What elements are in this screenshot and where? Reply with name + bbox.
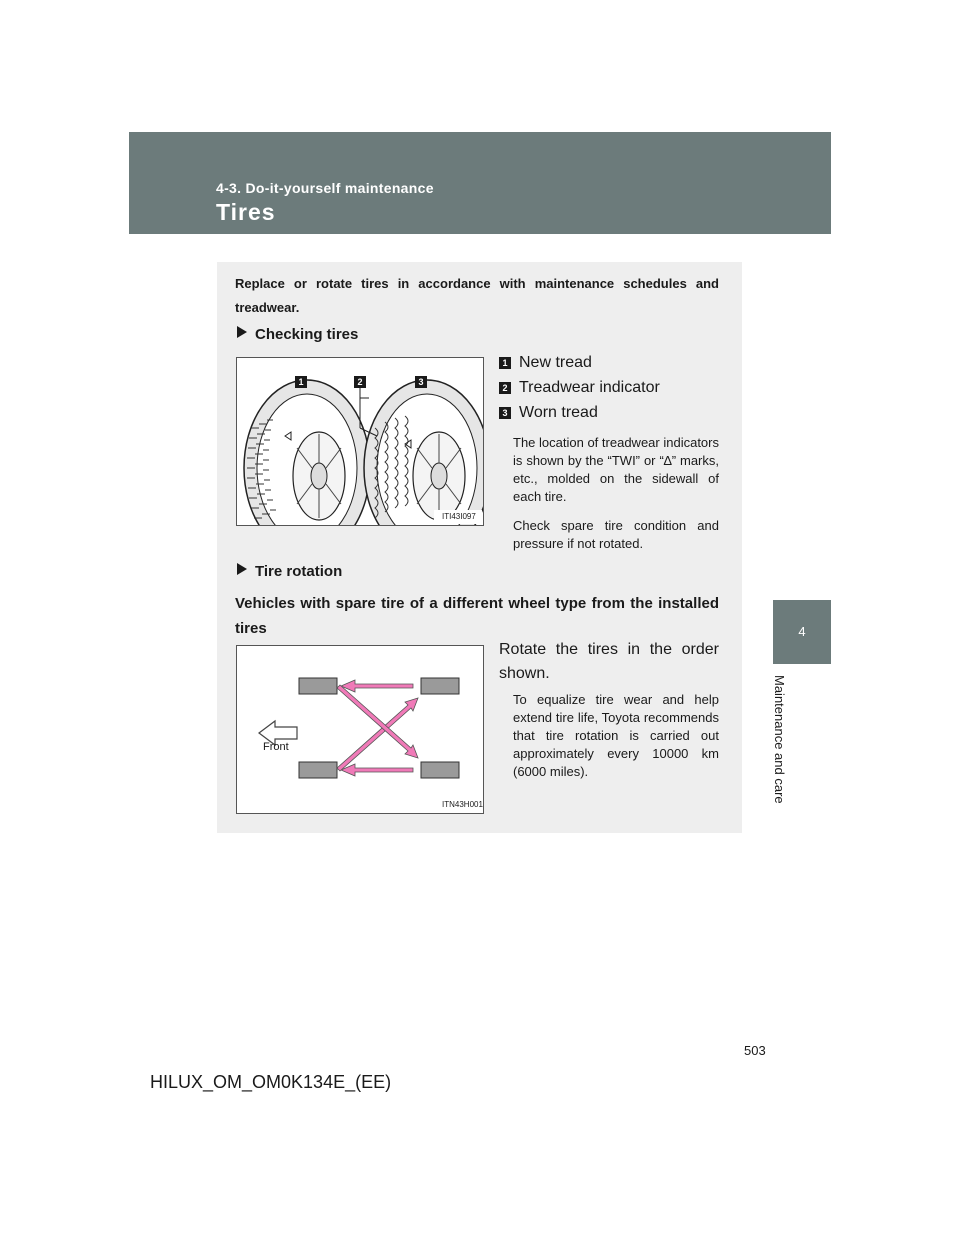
legend-item-3 bbox=[499, 404, 598, 422]
tire-rotation-heading-text: Tire rotation bbox=[255, 563, 343, 580]
legend-number: 2 bbox=[499, 382, 511, 394]
chapter-label-text: Maintenance and care bbox=[772, 675, 787, 804]
legend-label: Treadwear indicator bbox=[519, 379, 660, 396]
tire-rotation-diagram bbox=[237, 646, 483, 813]
figure-code: ITI43I097 bbox=[442, 512, 476, 521]
legend-item-2 bbox=[499, 379, 660, 397]
arrow-front-right-to-rear-left bbox=[337, 698, 418, 771]
page-number: 503 bbox=[744, 1043, 766, 1058]
front-right-tire bbox=[299, 762, 337, 778]
tire-rotation-heading bbox=[237, 563, 342, 580]
callout-1: 1 bbox=[295, 376, 307, 388]
arrow-rear-to-front-right bbox=[341, 764, 413, 776]
legend-label: New tread bbox=[519, 354, 592, 371]
arrow-front-left-to-rear-right bbox=[337, 685, 418, 758]
tire-rotation-figure bbox=[236, 645, 484, 814]
checking-tires-heading-text: Checking tires bbox=[255, 326, 359, 343]
spare-tire-note: Check spare tire condition and pressure if not rotated. bbox=[513, 518, 719, 551]
front-label: Front bbox=[263, 741, 289, 753]
chapter-tab: 4 bbox=[773, 600, 831, 664]
front-left-tire bbox=[299, 678, 337, 694]
rotation-instruction: Rotate the tires in the order shown. bbox=[499, 641, 719, 682]
tire-tread-figure bbox=[236, 357, 484, 526]
rear-left-tire bbox=[421, 678, 459, 694]
page-title: Tires bbox=[216, 199, 276, 225]
document-code: HILUX_OM_OM0K134E_(EE) bbox=[150, 1072, 392, 1092]
bullet-icon bbox=[237, 326, 247, 338]
chapter-label bbox=[772, 675, 803, 804]
rotation-note: To equalize tire wear and help extend tire life, Toyota recommends that tire rotation is carried out approximately every 10000 km (6000 miles). bbox=[513, 692, 719, 779]
legend-number: 3 bbox=[499, 407, 511, 419]
checking-tires-heading bbox=[237, 326, 358, 343]
legend-number: 1 bbox=[499, 357, 511, 369]
figure-code: ITN43H001 bbox=[442, 800, 483, 809]
section-label: 4-3. Do-it-yourself maintenance bbox=[216, 180, 434, 196]
callout-2: 2 bbox=[354, 376, 366, 388]
arrow-rear-to-front-left bbox=[341, 680, 413, 692]
legend-label: Worn tread bbox=[519, 404, 598, 421]
rear-right-tire bbox=[421, 762, 459, 778]
bullet-icon bbox=[237, 563, 247, 575]
intro-text: Replace or rotate tires in accordance with maintenance schedules and treadwear. bbox=[235, 276, 719, 315]
callout-3: 3 bbox=[415, 376, 427, 388]
treadwear-note: The location of treadwear indicators is shown by the “TWI” or “∆” marks, etc., molded on the sidewall of each tire. bbox=[513, 435, 719, 504]
vehicles-subheading: Vehicles with spare tire of a different wheel type from the installed tires bbox=[235, 595, 719, 637]
legend-item-1 bbox=[499, 354, 592, 372]
